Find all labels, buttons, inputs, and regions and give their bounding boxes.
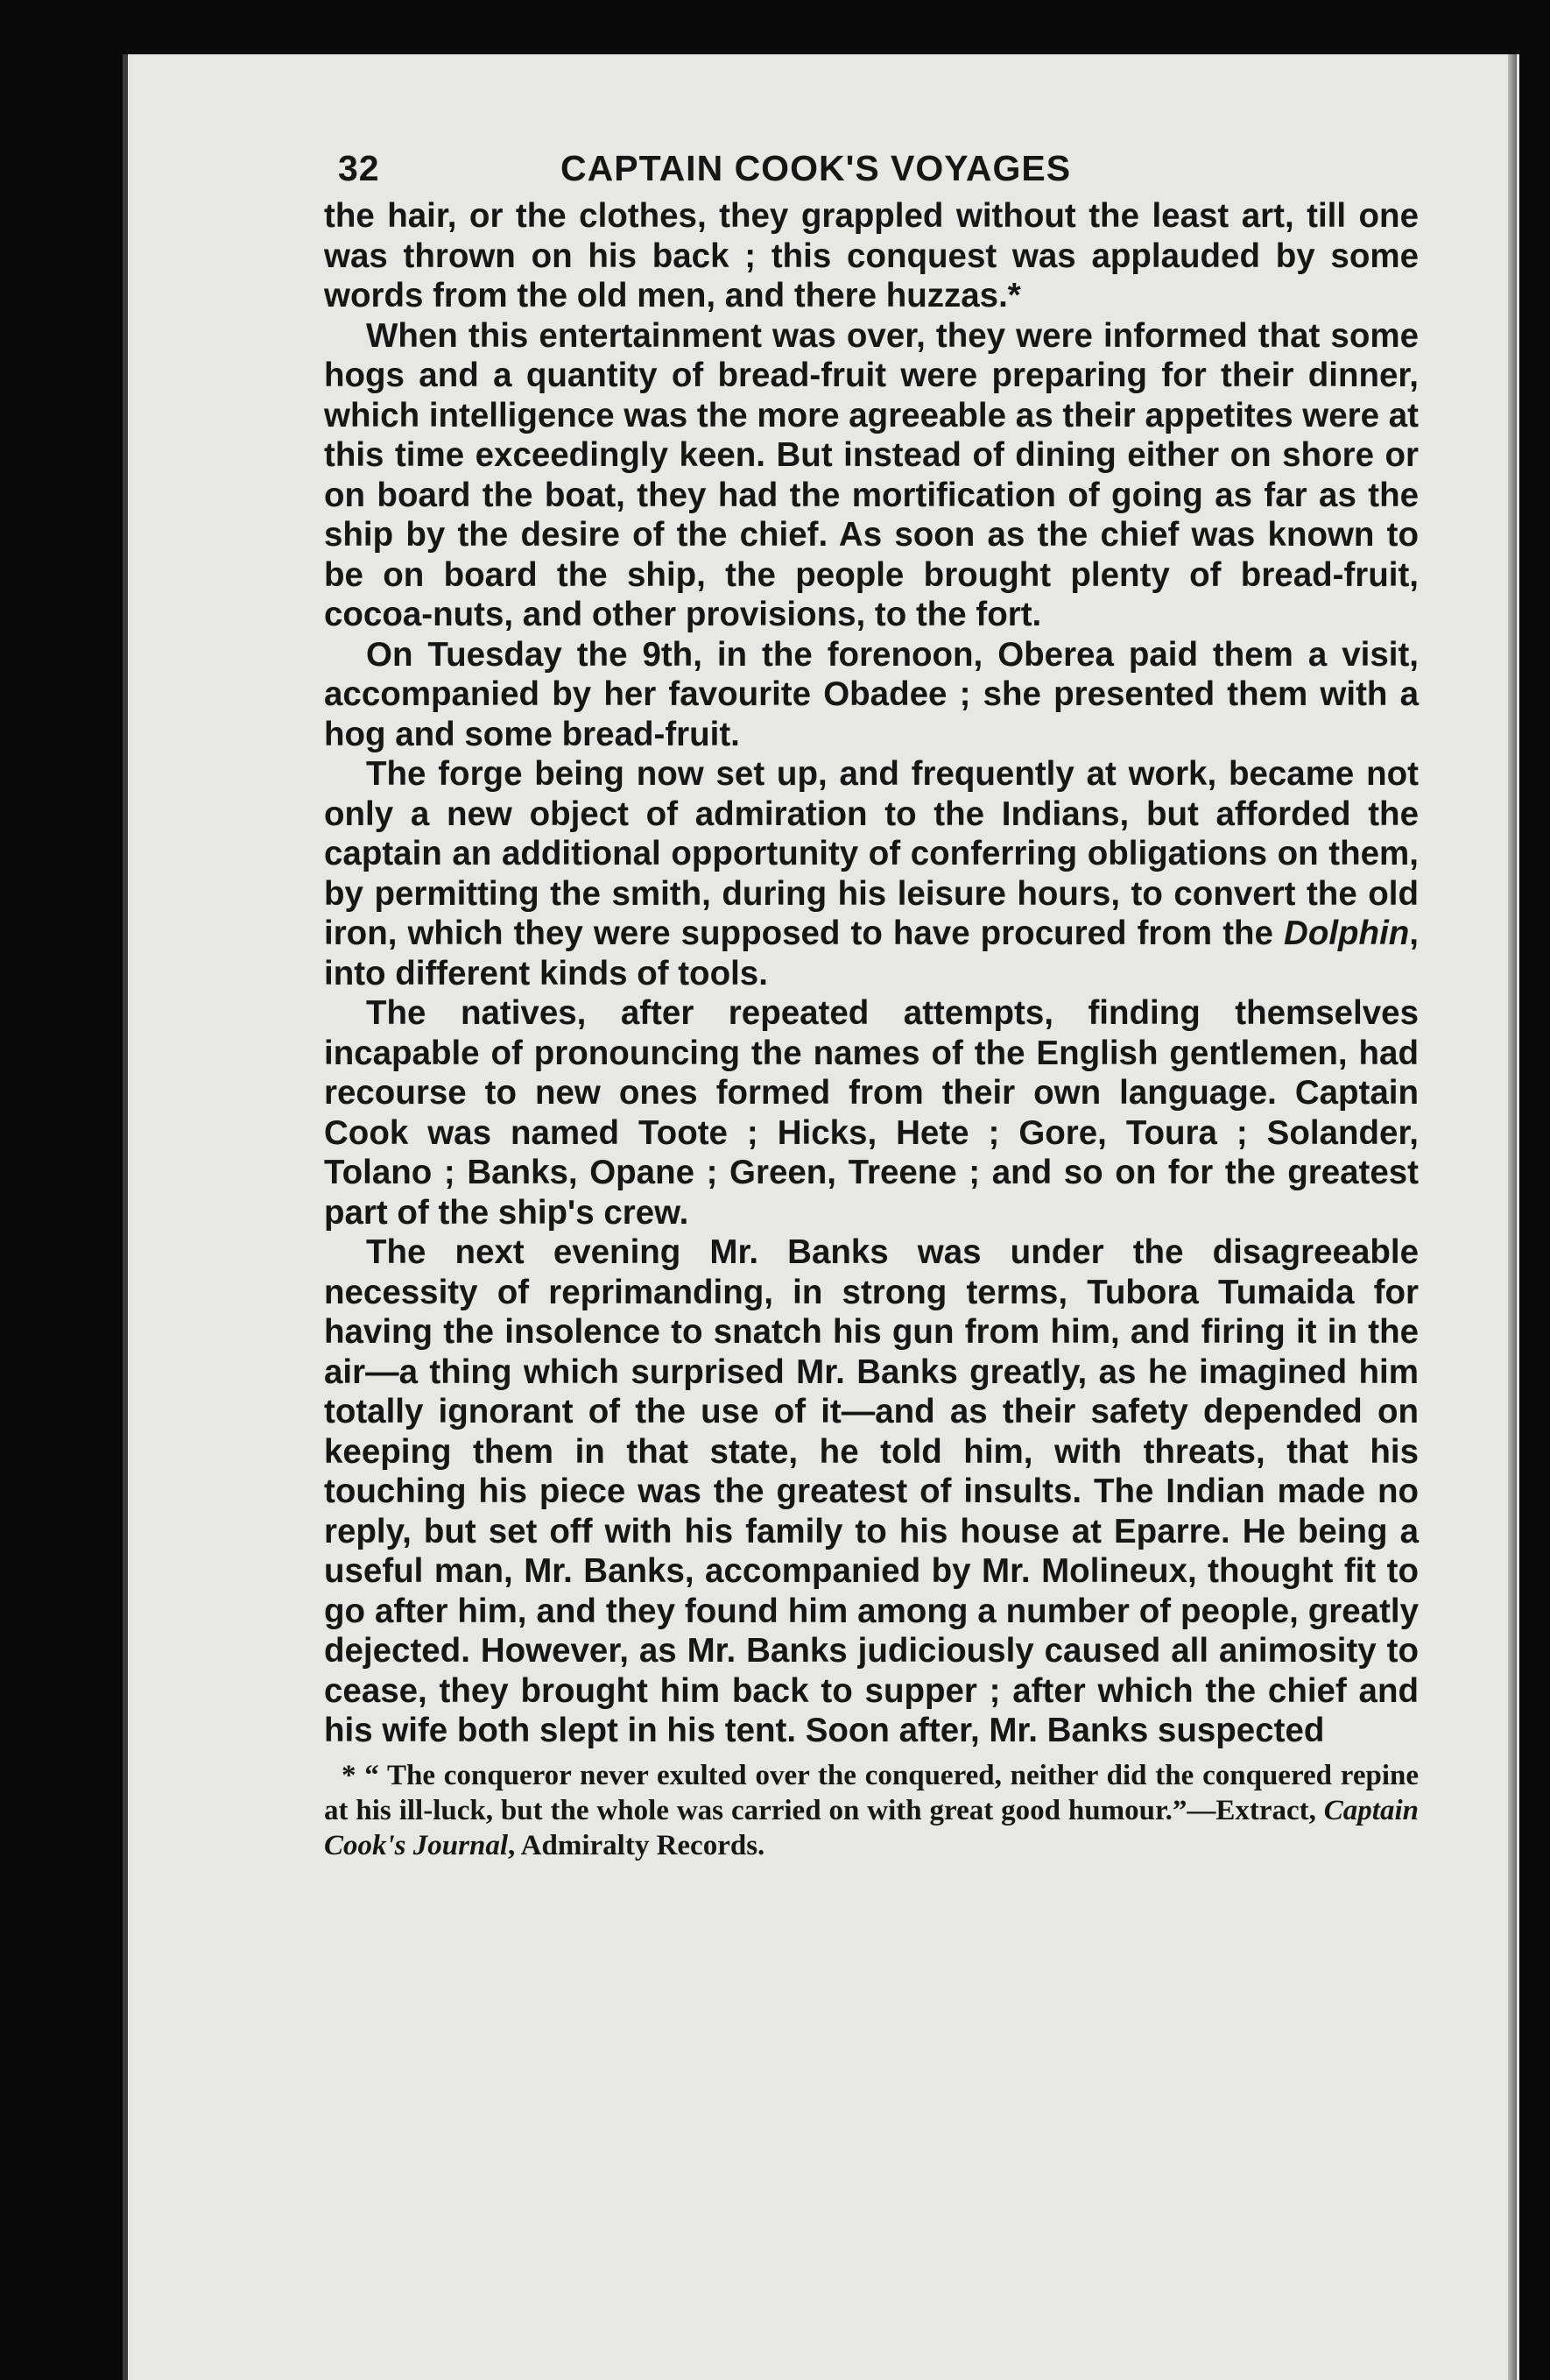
ship-name-dolphin: Dolphin — [1284, 915, 1410, 952]
page-number: 32 — [338, 148, 380, 188]
page-gutter — [1508, 54, 1517, 2380]
page-content — [324, 140, 1419, 1892]
footnote — [324, 1758, 1419, 1863]
footnote-text-before: * “ The conqueror never exulted over the conquered, neither did the conquered repine at his ill-luck, but the whole was carried on with great good humour.”—Extract, — [324, 1759, 1419, 1826]
paragraph-2: When this entertainment was over, they were informed that some hogs and a quantity of bread-fruit were preparing for their dinner, which intelligence was the more agreeable as their appetites were at this time exceedingly keen. But instead of dining either on shore or on board the boat, they had the mortification of going as far as the ship by the desire of the chief. As soon as the chief was known to be on board the ship, the people brought plenty of bread-fruit, cocoa-nuts, and other provisions, to the fort. — [324, 316, 1419, 633]
paragraph-4-text-before: The forge being now set up, and frequently at work, became not only a new object of admiration to the Indians, but afforded the captain an additional opportunity of conferring obligations on them, by permitting the smith, during his leisure hours, to convert the old iron, which they were supposed to have procured from the — [324, 755, 1419, 952]
running-title: CAPTAIN COOK'S VOYAGES — [560, 148, 1072, 188]
paragraph-4 — [324, 754, 1419, 993]
paragraph-5: The natives, after repeated attempts, finding themselves incapable of pronouncing the names of the English gentlemen, had recourse to new ones formed from their own language. Captain Cook was named Toote ; Hicks, Hete ; Gore, Toura ; Solander, Tolano ; Banks, Opane ; Green, Treene ; and so on for the greatest part of the ship's crew. — [324, 994, 1419, 1232]
paragraph-4-text-after: , into different kinds of tools. — [324, 915, 1419, 992]
paragraph-6: The next evening Mr. Banks was under the disagreeable necessity of reprimanding, in strong terms, Tubora Tumaida for having the insolence to snatch his gun from him, and firing it in the air—a thing which surprised Mr. Banks greatly, as he imagined him totally ignorant of the use of it—and as their safety depended on keeping them in that state, he told him, with threats, that his touching his piece was the greatest of insults. The Indian made no reply, but set off with his family to his house at Eparre. He being a useful man, Mr. Banks, accompanied by Mr. Molineux, thought fit to go after him, and they found him among a number of people, greatly dejected. However, as Mr. Banks judiciously caused all animosity to cease, they brought him back to supper ; after which the chief and his wife both slept in his tent. Soon after, Mr. Banks suspected — [324, 1233, 1419, 1749]
footnote-text-after: , Admiralty Records. — [508, 1829, 765, 1861]
paragraph-1: the hair, or the clothes, they grappled without the least art, till one was thrown on his back ; this conquest was applauded by some words from the old men, and there huzzas.* — [324, 197, 1419, 314]
page-header — [324, 140, 1419, 196]
paragraph-3: On Tuesday the 9th, in the forenoon, Oberea paid them a visit, accompanied by her favourite Obadee ; she presented them with a hog and some bread-fruit. — [324, 635, 1419, 753]
footnote-source-title: Captain Cook's Journal — [324, 1794, 1419, 1861]
